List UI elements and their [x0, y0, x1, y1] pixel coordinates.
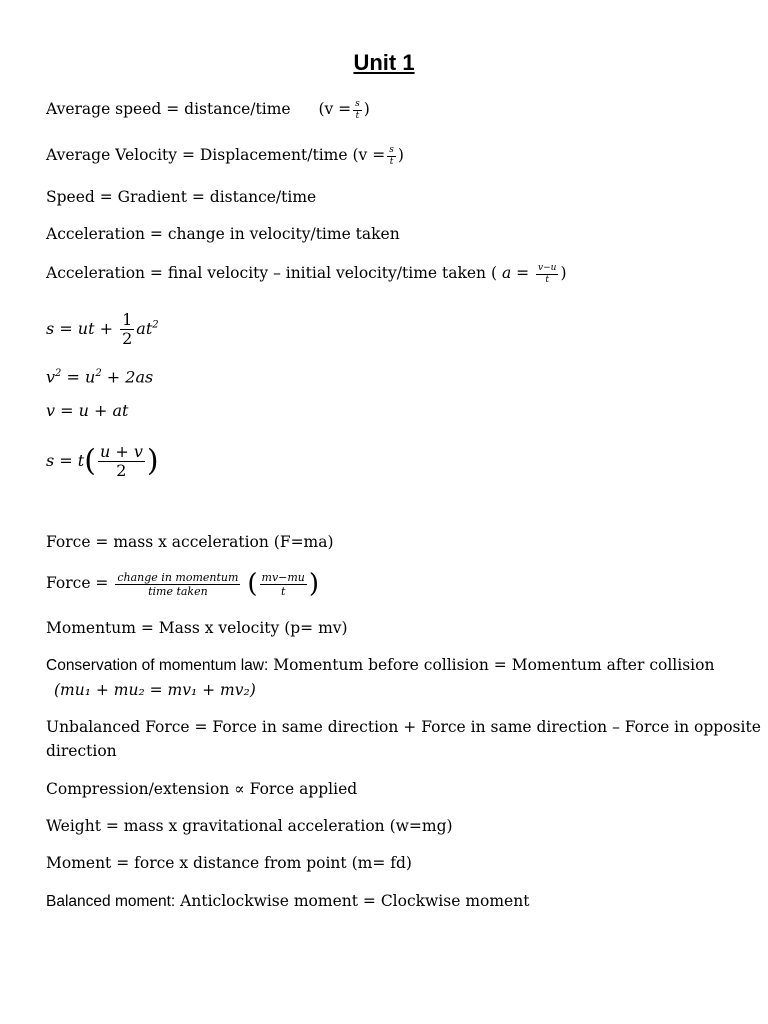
avg-velocity-formula-prefix: (v = — [352, 146, 386, 164]
avg-speed-text: Average speed = distance/time — [46, 100, 291, 118]
balanced-moment-line — [46, 889, 529, 914]
avg-velocity-text: Average Velocity = Displacement/time — [46, 146, 348, 164]
avg-speed-line: Average speed = distance/time (v = $\frac{s}{t}$ ) — [46, 98, 370, 121]
acceleration-2-lhs: a = — [501, 264, 530, 282]
avg-velocity-line: Average Velocity = Displacement/time (v = $\frac{s}{t}$ ) — [46, 144, 404, 167]
acceleration-line-1: Acceleration = change in velocity/time taken — [46, 225, 400, 243]
equation-s-average: s = t( $\frac{u + v}{2}$ ) — [46, 442, 159, 480]
half-fraction: $\frac{1}{2}$ — [122, 310, 133, 348]
acceleration-2-text: Acceleration = final velocity – initial velocity/time taken ( — [46, 264, 497, 282]
moment-line: Moment = force x distance from point (m= fd) — [46, 854, 412, 872]
force-mv-fraction: $\frac{mv-mu}{t}$ — [261, 570, 305, 598]
force-line-2: Force = $\frac{\text{change in momentum}}{\text{time taken}}$ ( $\frac{mv-mu}{t}$ ) — [46, 569, 320, 599]
speed-gradient-line: Speed = Gradient = distance/time — [46, 188, 317, 206]
equation-v-squared: $v^2 = u^2 + 2as$ — [46, 367, 154, 387]
avg-speed-formula-prefix: (v = — [318, 100, 352, 118]
hooke-line: Compression/extension ∝ Force applied — [46, 780, 358, 798]
conservation-equation: (mu₁ + mu₂ = mv₁ + mv₂) — [54, 681, 256, 699]
unbalanced-force-line-2: direction — [46, 742, 117, 760]
equation-displacement: s = ut + $\frac{1}{2}$ $at^2$ — [46, 310, 159, 348]
force-line-1: Force = mass x acceleration (F=ma) — [46, 533, 334, 551]
unbalanced-force-line-1: Unbalanced Force = Force in same direction + Force in same direction – Force in opposite — [46, 718, 761, 736]
conservation-label: Conservation of momentum law: — [46, 657, 269, 674]
balanced-moment-text: Anticlockwise moment = Clockwise moment — [175, 892, 530, 910]
balanced-moment-label: Balanced moment: — [46, 893, 176, 910]
page-title: Unit 1 — [353, 50, 415, 75]
acceleration-2-fraction: $\frac{v-u}{t}$ — [538, 262, 557, 285]
avg-speed-fraction: $\frac{s}{t}$ — [355, 98, 360, 121]
average-velocity-fraction: $\frac{u + v}{2}$ — [99, 442, 143, 480]
weight-line: Weight = mass x gravitational acceleration (w=mg) — [46, 817, 453, 835]
conservation-text: Momentum before collision = Momentum after collision — [268, 656, 715, 674]
acceleration-line-2: Acceleration = final velocity – initial velocity/time taken ( a = $\frac{v-u}{t}$ ) — [46, 262, 567, 285]
avg-velocity-fraction: $\frac{s}{t}$ — [389, 144, 394, 167]
equation-v: v = u + at — [46, 401, 129, 420]
force-momentum-fraction: $\frac{\text{change in momentum}}{\text{time taken}}$ — [117, 570, 239, 598]
conservation-line — [46, 653, 714, 678]
momentum-line: Momentum = Mass x velocity (p= mv) — [46, 619, 348, 637]
